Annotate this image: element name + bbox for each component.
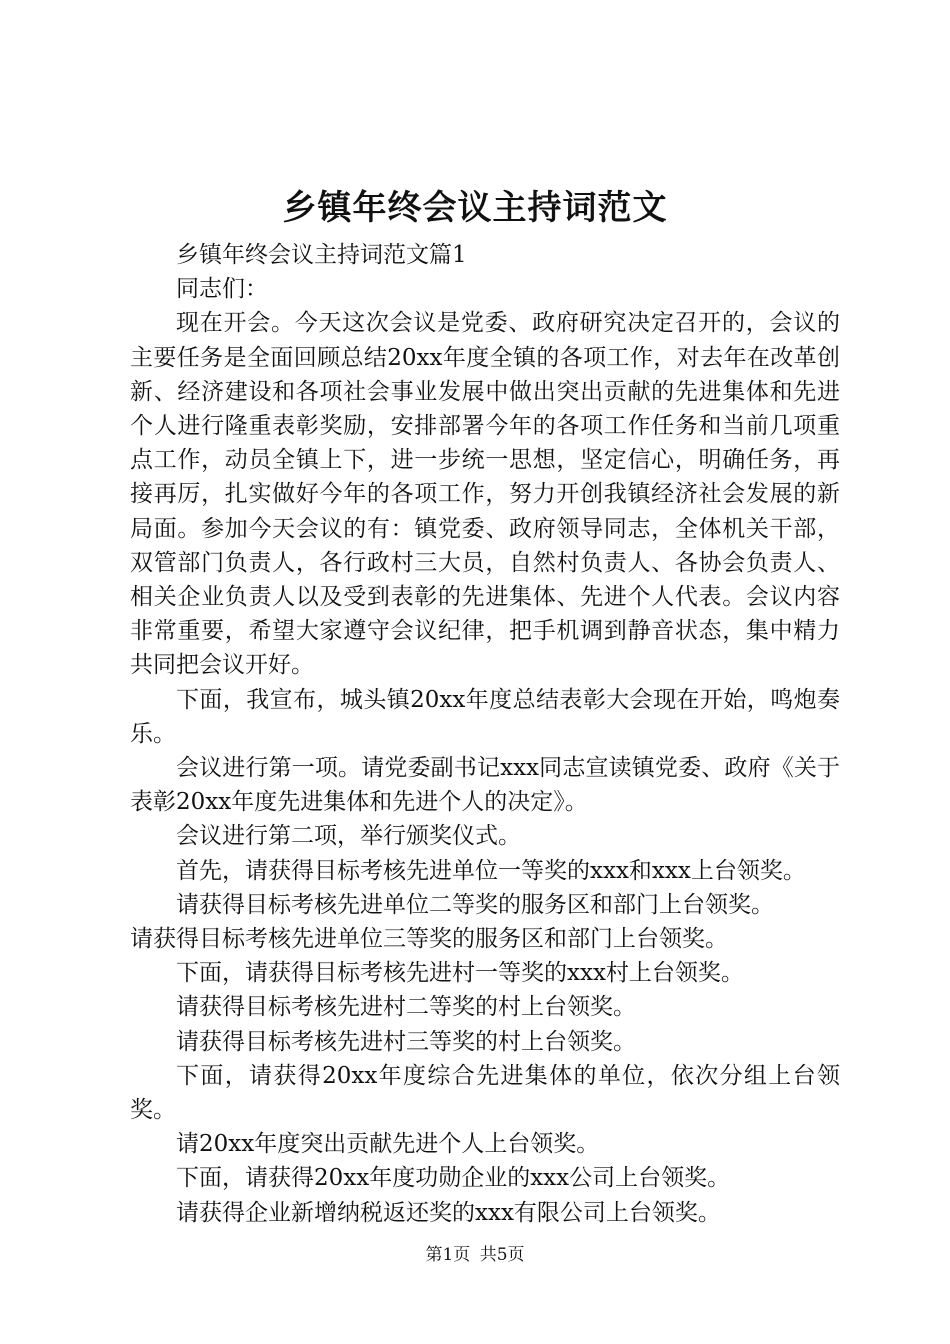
document-title: 乡镇年终会议主持词范文 — [282, 188, 668, 228]
paragraph-award-7: 下面，请获得20xx年度综合先进集体的单位，依次分组上台领奖。 — [130, 1062, 840, 1124]
paragraph-award-3: 请获得目标考核先进单位三等奖的服务区和部门上台领奖。 — [130, 926, 728, 953]
paragraph-heading: 乡镇年终会议主持词范文篇1 — [176, 242, 467, 268]
page-number-total: 共5页 — [479, 1245, 525, 1265]
paragraph-award-8: 请20xx年度突出贡献先进个人上台领奖。 — [176, 1131, 600, 1158]
paragraph-item-two: 会议进行第二项，举行颁奖仪式。 — [176, 823, 521, 850]
paragraph-award-4: 下面，请获得目标考核先进村一等奖的xxx村上台领奖。 — [176, 960, 744, 987]
paragraph-award-2: 请获得目标考核先进单位二等奖的服务区和部门上台领奖。 — [176, 891, 774, 918]
paragraph-announcement: 下面，我宣布，城头镇20xx年度总结表彰大会现在开始，鸣炮奏乐。 — [130, 686, 840, 747]
paragraph-award-10: 请获得企业新增纳税返还奖的xxx有限公司上台领奖。 — [176, 1199, 721, 1226]
paragraph-award-6: 请获得目标考核先进村三等奖的村上台领奖。 — [176, 1028, 636, 1055]
page-number-current: 第1页 — [425, 1245, 471, 1265]
paragraph-award-9: 下面，请获得20xx年度功勋企业的xxx公司上台领奖。 — [176, 1165, 731, 1192]
document-body — [130, 238, 840, 1230]
paragraph-salutation: 同志们： — [176, 276, 268, 303]
paragraph-award-5: 请获得目标考核先进村二等奖的村上台领奖。 — [176, 994, 636, 1021]
paragraph-award-1: 首先，请获得目标考核先进单位一等奖的xxx和xxx上台领奖。 — [176, 857, 806, 884]
paragraph-item-one: 会议进行第一项。请党委副书记xxx同志宣读镇党委、政府《关于表彰20xx年度先进集体和先进个人的决定》。 — [130, 755, 840, 816]
paragraph-opening: 现在开会。今天这次会议是党委、政府研究决定召开的，会议的主要任务是全面回顾总结20xx年度全镇的各项工作，对去年在改革创新、经济建设和各项社会事业发展中做出突出贡献的先进集体和先进个人进行隆重表彰奖励，安排部署今年的各项工作任务和当前几项重点工作，动员全镇上下，进一步统一思想，坚定信心，明确任务，再接再厉，扎实做好今年的各项工作，努力开创我镇经济社会发展的新局面。参加今天会议的有：镇党委、政府领导同志，全体机关干部，双管部门负责人，各行政村三大员，自然村负责人、各协会负责人、相关企业负责人以及受到表彰的先进集体、先进个人代表。会议内容非常重要，希望大家遵守会议纪律，把手机调到静音状态，集中精力共同把会议开好。 — [130, 310, 840, 679]
page-footer — [0, 1243, 950, 1267]
